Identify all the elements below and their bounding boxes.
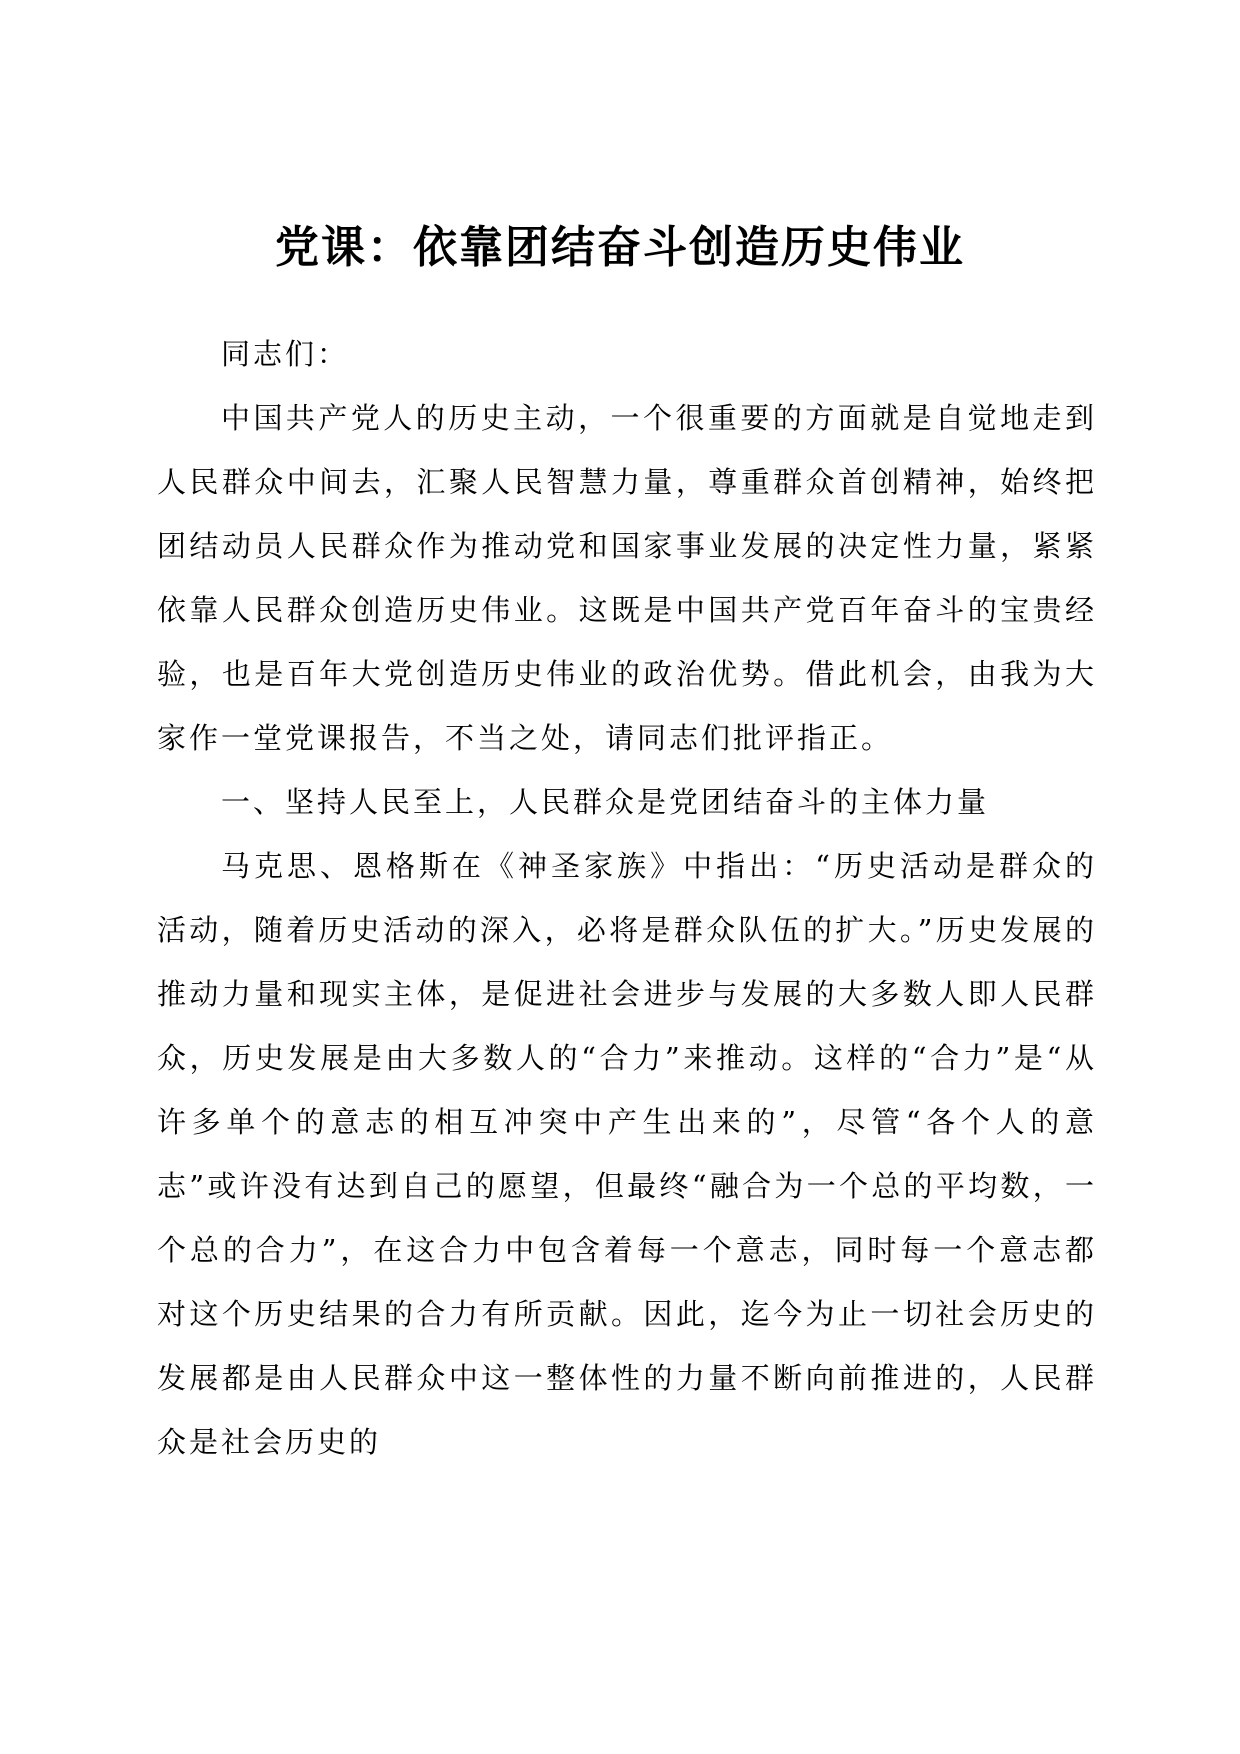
salutation: 同志们： <box>221 337 350 371</box>
paragraph-intro: 中国共产党人的历史主动，一个很重要的方面就是自觉地走到人民群众中间去，汇聚人民智慧力量，尊重群众首创精神，始终把团结动员人民群众作为推动党和国家事业发展的决定性力量，紧紧依靠人民群众创造历史伟业。这既是中国共产党百年奋斗的宝贵经验，也是百年大党创造历史伟业的政治优势。借此机会，由我为大家作一堂党课报告，不当之处，请同志们批评指正。 <box>157 401 1097 755</box>
document-title: 党课：依靠团结奋斗创造历史伟业 <box>275 222 965 273</box>
paragraph-marx-engels: 马克思、恩格斯在《神圣家族》中指出：“历史活动是群众的活动，随着历史活动的深入，必将是群众队伍的扩大。”历史发展的推动力量和现实主体，是促进社会进步与发展的大多数人即人民群众，历史发展是由大多数人的“合力”来推动。这样的“合力”是“从许多单个的意志的相互冲突中产生出来的”，尽管“各个人的意志”或许没有达到自己的愿望，但最终“融合为一个总的平均数，一个总的合力”，在这合力中包含着每一个意志，同时每一个意志都对这个历史结果的合力有所贡献。因此，迄今为止一切社会历史的发展都是由人民群众中这一整体性的力量不断向前推进的，人民群众是社会历史的 <box>157 849 1097 1459</box>
section-heading: 一、坚持人民至上，人民群众是党团结奋斗的主体力量 <box>221 785 990 819</box>
document-body <box>157 322 1097 1474</box>
